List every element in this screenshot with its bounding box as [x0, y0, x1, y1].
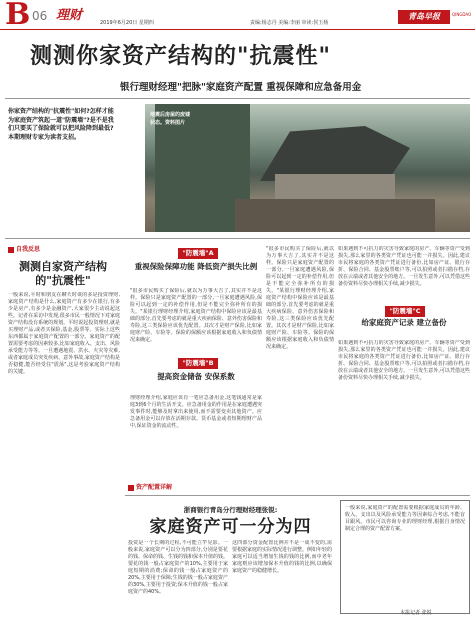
earthquake-photo [145, 104, 470, 232]
photo-rubble [235, 199, 435, 232]
right-section-tag: "防震墙"C [385, 306, 425, 317]
bottom-body-right: 这四部分资金配置比例并不是一成不变的,需要根据家庭的实际情况进行调整。例如年轻的家庭可以适当增加生钱的钱的比例,而中老年家庭则应该增加保本升值的钱的比例,以确保家庭资产的稳健增长。 [232, 540, 332, 574]
newspaper-logo: 青岛早报 [398, 10, 450, 24]
page-headline: 测测你家资产结构的"抗震性" [30, 44, 331, 69]
bottom-section-tag: 资产配置详解 [128, 484, 172, 492]
mid-column-title-b: 提高资金储备 安保系数 [157, 372, 235, 381]
left-column-title: 测测自家资产结构的"抗震性" [19, 260, 107, 288]
center-column-body: "很多市民购买了保险后,就以为万事大吉了,其实并不是这样。保险只是家庭资产配置的一部分,一旦家庭遭遇风险,保险可以起到一定的补偿作用,但是不能完全弥补所有的损失。"某银行理财经理介绍,家庭资产结构中保险应该是最基础的部分,首先要考虑的就是重大疾病保险、意外伤害保险和寿险,这三类保险应该优先配置。其次才是财产保险,比如家庭财产险、车险等。保险的保额应该根据家庭收入和负债情况来确定。 [266, 246, 334, 350]
right-column-lead: 如果遇到不可抗力的灾害导致家庭的房产、车辆等资产受到损失,那么家里的各类资产凭证也可能一并损失。因此,建议市民将家庭的各类资产凭证进行备份,比如房产证、银行存折、保险合同、基金股票账户等,可以拍照或者扫描存档,存放在云端或者其他安全的地方。一旦发生意外,可以凭借这些备份资料尽快办理相关手续,减少损失。 [338, 246, 470, 287]
left-section-tag: 自我反思 [8, 246, 40, 254]
page-header [0, 0, 475, 30]
right-column-title: 给家庭资产记录 建立备份 [361, 318, 447, 327]
divider [5, 238, 470, 239]
mid-section-tag-a: "防震墙"A [178, 248, 218, 259]
mid-section-tag-b: "防震墙"B [178, 358, 218, 369]
issue-date: 2019年6月20日 星期四 [100, 20, 154, 26]
intro-text: 你家资产结构的"抗震性"如何?怎样才能为家庭资产筑起一道"防震墙"?是不是我们只要买了保险就可以把风险降到最低?本期理财专家为读者支招。 [8, 108, 114, 142]
editors-line: 责编:杨志丹 美编:李丽 审读:侯玉杨 [250, 20, 329, 26]
bottom-body-far: 一般来说,家庭资产的配置需要根据家庭成员的年龄、收入、支出以及风险承受能力等因素综合考虑,不能盲目跟风。市民可以咨询专业的理财经理,根据自身情况制定合理的资产配置方案。 [345, 505, 465, 532]
bank-headline: 家庭资产可一分为四 [149, 517, 312, 537]
section-letter: B [5, 0, 31, 32]
photo-caption: 地震后房屋的废墟状态。资料图片 [150, 112, 191, 126]
mid-column-body-b: 理财经理介绍,家庭应该有一笔应急备用金,这笔钱通常是家庭3到6个月的生活开支。应急备用金的作用是在家庭遭遇突发事件时,能够及时拿出来使用,而不需要变卖其他资产。应急备用金可以存放在活期存款、货币基金或者短期理财产品中,保证资金的流动性。 [130, 395, 262, 429]
bottom-body-left: 投资是一个长期的过程,不可能立竿见影。一般来说,家庭资产可以分为四部分,分别是要花的钱、保命的钱、生钱的钱和保本升值的钱。要花的钱一般占家庭资产的10%,主要用于家庭短期的消费;保命的钱一般占家庭资产的20%,主要用于保障;生钱的钱一般占家庭资产的30%,主要用于投资;保本升值的钱一般占家庭资产的40%。 [128, 540, 228, 595]
divider [125, 495, 470, 496]
left-column-body: 一般来说,平时和朋友在聊天时谈的多是投资理财,家庭资产结构是什么,家庭资产有多少在银行,有多少是房产,有多少是金融资产,大家很少主动说起这些。记者在采访中发现,很多市民一般情况下对家庭资产结构没有系统的规划。平时说起投资理财,就是买理财产品,或者买保险,基金,股票等。实际上这些东西都属于家庭资产配置的一部分。家庭资产的配置需要考虑的因素较多,比如家庭收入、支出、风险承受能力等等。一旦遭遇地震、洪水、火灾等灾难,或者家庭成员突发疾病、意外事故,家庭资产结构是否稳健,能否经受住"震荡",这是考验家庭资产结构的关键。 [8, 292, 120, 375]
square-bullet-icon [8, 247, 14, 253]
square-bullet-icon [128, 485, 134, 491]
newspaper-logo-sub: QINGDAO [452, 12, 472, 17]
right-column-body: 如果遇到不可抗力的灾害导致家庭的房产、车辆等资产受到损失,那么家里的各类资产凭证也可能一并损失。因此,建议市民将家庭的各类资产凭证进行备份,比如房产证、银行存折、保险合同、基金股票账户等,可以拍照或者扫描存档,存放在云端或者其他安全的地方。一旦发生意外,可以凭借这些备份资料尽快办理相关手续,减少损失。 [338, 340, 470, 381]
author-credit: 本报记者 张锐 [400, 610, 432, 616]
divider [5, 98, 470, 99]
page-number: 06 [32, 9, 48, 23]
page-subhead: 银行理财经理"把脉"家庭资产配置 重视保障和应急备用金 [120, 82, 362, 93]
mid-column-body-a: "很多市民购买了保险后,就以为万事大吉了,其实并不是这样。保险只是家庭资产配置的一部分,一旦家庭遭遇风险,保险可以起到一定的补偿作用,但是不能完全弥补所有的损失。"某银行理财经理介绍,家庭资产结构中保险应该是最基础的部分,首先要考虑的就是重大疾病保险、意外伤害保险和寿险,这三类保险应该优先配置。其次才是财产保险,比如家庭财产险、车险等。保险的保额应该根据家庭收入和负债情况来确定。 [130, 288, 262, 343]
photo-collapsed-roof [260, 126, 410, 181]
bottom-side-box [340, 500, 470, 614]
section-name: 理财 [56, 8, 83, 23]
bank-title: 浙商银行青岛分行理财经理张锐: [183, 506, 278, 514]
mid-column-title-a: 重视保险保障功能 降低资产损失比例 [134, 262, 258, 271]
